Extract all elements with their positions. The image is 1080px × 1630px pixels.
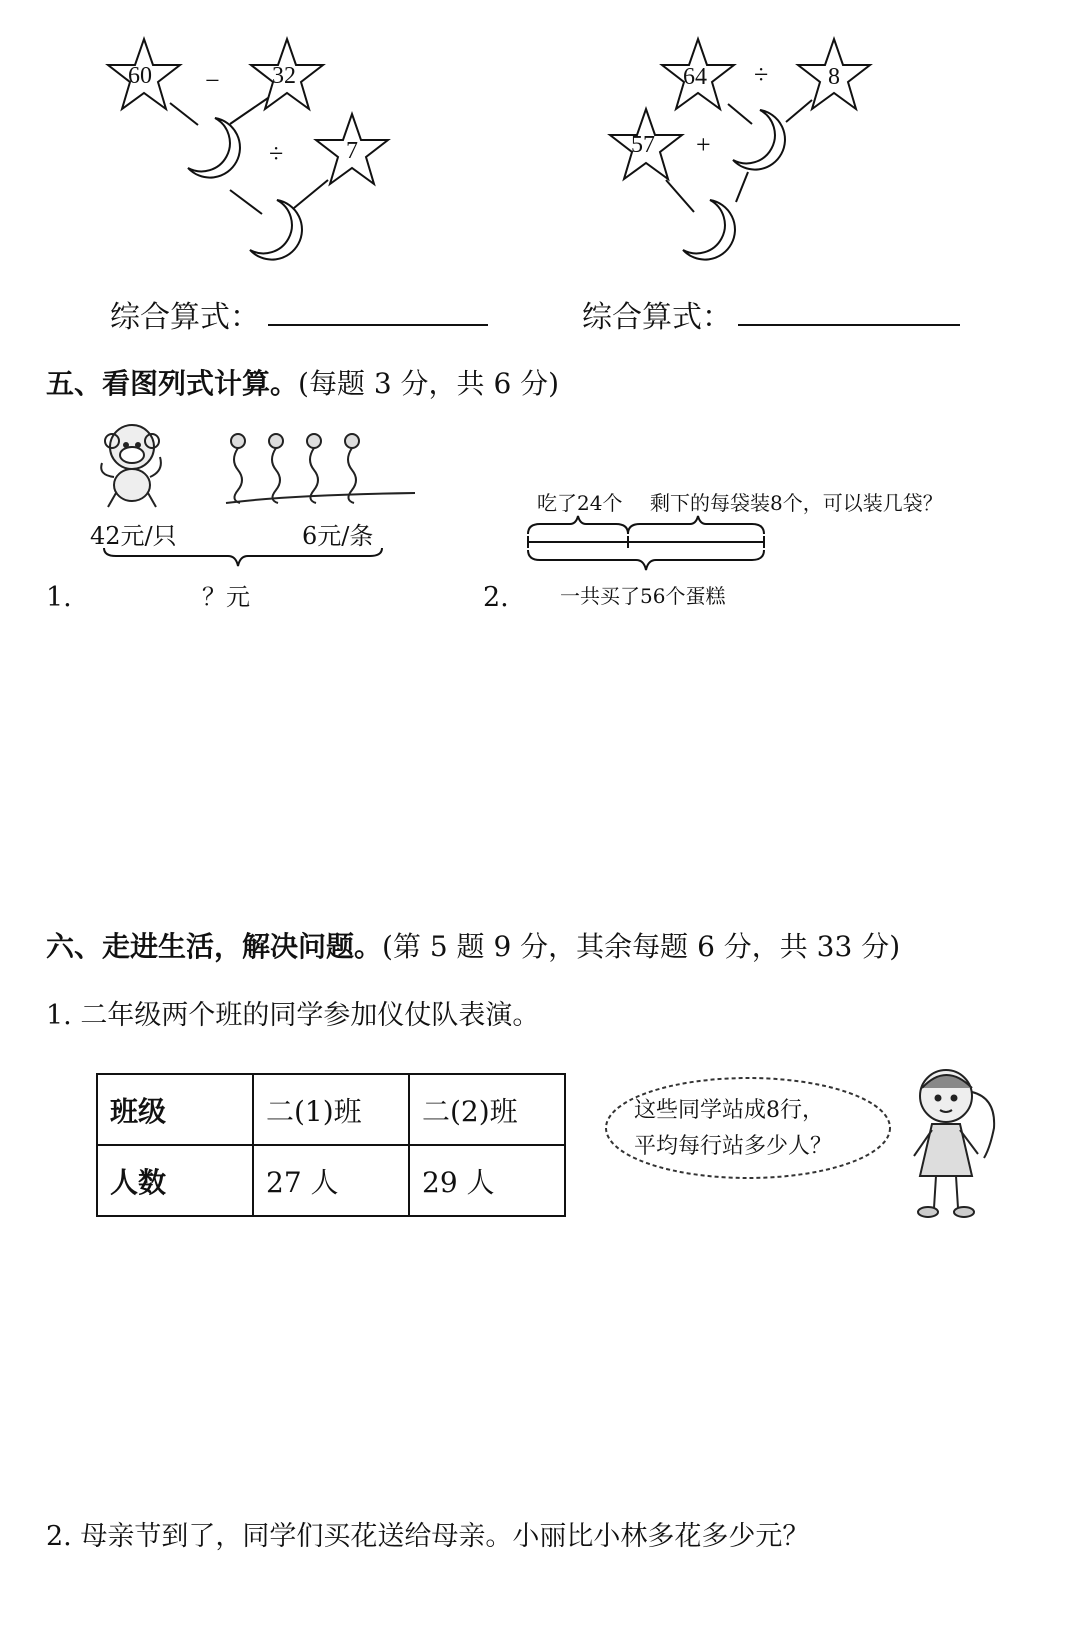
star-number: 7 [346, 138, 358, 164]
moon-answer-slot[interactable] [250, 200, 302, 260]
moon-answer-slot[interactable] [733, 110, 785, 170]
section-points: (第 5 题 9 分，其余每题 6 分，共 33 分) [382, 930, 901, 963]
section-5-heading [46, 362, 559, 402]
class-count-table [96, 1073, 566, 1217]
total-unknown: ？元 [202, 583, 250, 611]
connector-line [230, 98, 268, 124]
bubble-line-1: 这些同学站成8行， [634, 1098, 824, 1123]
star-number: 64 [683, 64, 707, 90]
formula-answer-blank[interactable] [738, 324, 960, 326]
connector-line [736, 172, 748, 202]
table-row [97, 1145, 565, 1216]
star-number: 60 [128, 63, 152, 89]
section-title: 五、看图列式计算。 [46, 367, 299, 400]
operator-divide: ÷ [269, 139, 284, 168]
calculation-trees [0, 0, 1080, 280]
section-title: 六、走进生活，解决问题。 [46, 930, 383, 963]
connector-line [170, 103, 198, 125]
total-cakes-label: 一共买了56个蛋糕 [560, 584, 726, 608]
connector-line [786, 100, 812, 122]
star-number: 32 [272, 63, 296, 89]
monkey-price: 42元/只 [90, 522, 177, 550]
table-cell: 二(2)班 [409, 1074, 565, 1145]
question-number: 1. [46, 582, 72, 613]
connector-line [728, 104, 752, 124]
connector-line [230, 190, 262, 214]
question-number: 2. [483, 582, 509, 613]
connector-line [666, 180, 694, 212]
table-cell: 班级 [97, 1074, 253, 1145]
snake-icon [226, 434, 415, 503]
star-number: 57 [631, 132, 655, 158]
total-brace [100, 546, 390, 570]
operator-minus: − [205, 66, 220, 95]
ate-label: 吃了24个 [537, 491, 623, 515]
table-cell: 27 人 [253, 1145, 409, 1216]
girl-icon [896, 1058, 1016, 1228]
section-6-heading [46, 925, 900, 965]
monkey-snake-illustration [90, 415, 430, 515]
star-number: 8 [828, 64, 840, 90]
table-cell: 29 人 [409, 1145, 565, 1216]
monkey-icon [101, 425, 161, 507]
formula-label: 综合算式： [582, 300, 732, 335]
operator-plus: + [696, 130, 711, 159]
snake-price: 6元/条 [302, 522, 374, 550]
question-1-text: 1. 二年级两个班的同学参加仪仗队表演。 [46, 1000, 540, 1031]
table-cell: 二(1)班 [253, 1074, 409, 1145]
remaining-label: 剩下的每袋装8个，可以装几袋？ [650, 491, 943, 515]
connector-line [294, 180, 328, 208]
formula-answer-blank[interactable] [268, 324, 488, 326]
section-points: (每题 3 分，共 6 分) [298, 367, 560, 400]
segment-diagram [520, 514, 780, 580]
operator-divide: ÷ [754, 60, 769, 89]
formula-label: 综合算式： [110, 300, 260, 335]
table-row [97, 1074, 565, 1145]
question-2-text: 2. 母亲节到了，同学们买花送给母亲。小丽比小林多花多少元？ [46, 1521, 810, 1552]
table-cell: 人数 [97, 1145, 253, 1216]
moon-answer-slot[interactable] [188, 118, 240, 178]
bubble-line-2: 平均每行站多少人？ [634, 1134, 833, 1159]
